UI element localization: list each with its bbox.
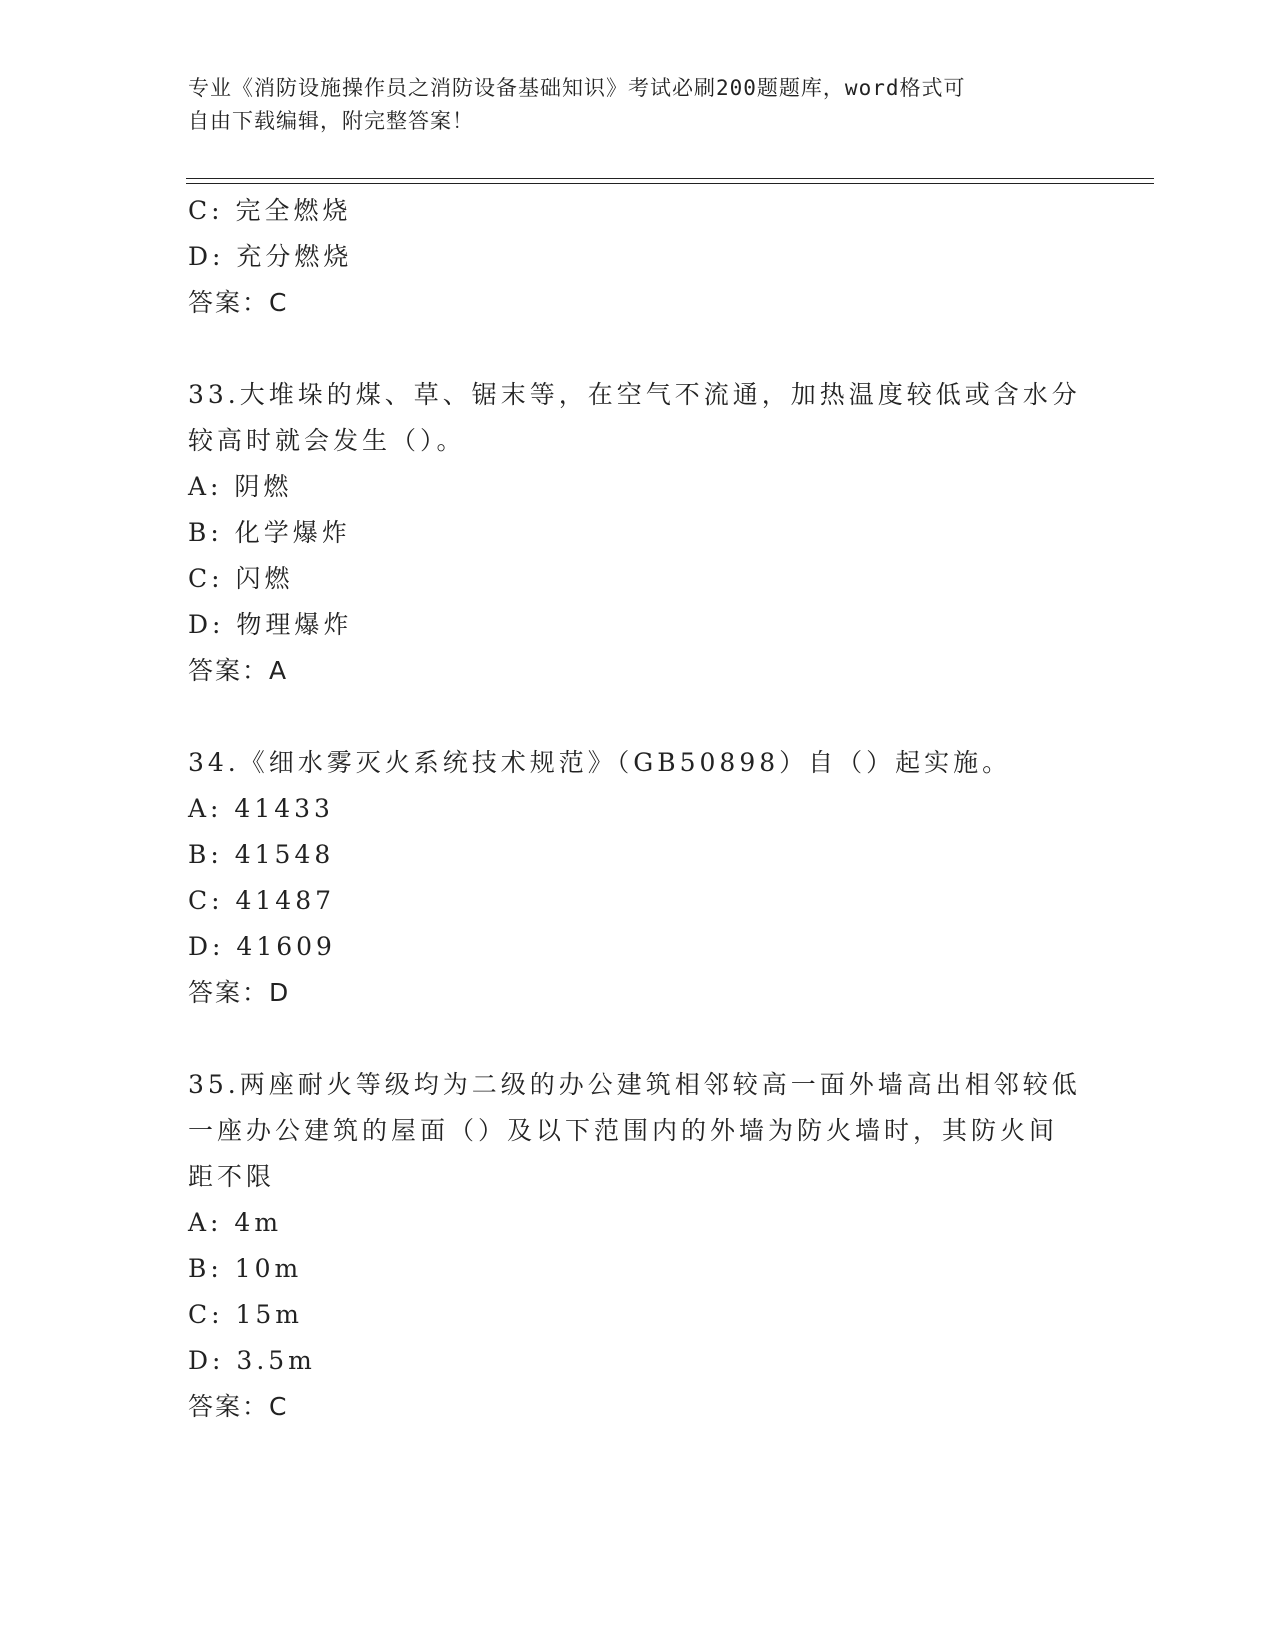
option-d: D: 41609 (188, 932, 336, 961)
question-stem-line-1: 35.两座耐火等级均为二级的办公建筑相邻较高一面外墙高出相邻较低 (188, 1070, 1081, 1099)
option-b: B: 化学爆炸 (188, 518, 351, 547)
question-35 (188, 1062, 1088, 1430)
answer-line: 答案：C (188, 288, 289, 317)
answer-line: 答案：C (188, 1392, 289, 1421)
document-header (188, 72, 1068, 138)
option-c: C: 闪燃 (188, 564, 294, 593)
option-d: D: 物理爆炸 (188, 610, 353, 639)
header-title-line-2: 自由下载编辑，附完整答案！ (188, 109, 474, 133)
question-32-continued (188, 188, 1088, 326)
question-stem-line-2: 一座办公建筑的屋面（）及以下范围内的外墙为防火墙时，其防火间 (188, 1116, 1059, 1145)
answer-line: 答案：A (188, 656, 289, 685)
option-b: B: 10m (188, 1254, 303, 1283)
option-a: A: 阴燃 (188, 472, 293, 501)
option-d: D: 充分燃烧 (188, 242, 353, 271)
header-divider-top (186, 178, 1154, 179)
option-b: B: 41548 (188, 840, 335, 869)
spacer (188, 326, 1088, 372)
question-stem-line-1: 33.大堆垛的煤、草、锯末等，在空气不流通，加热温度较低或含水分 (188, 380, 1081, 409)
header-divider-bottom (186, 183, 1154, 184)
question-stem-line-1: 34.《细水雾灭火系统技术规范》（GB50898）自（）起实施。 (188, 748, 1012, 777)
header-title-line-1: 专业《消防设施操作员之消防设备基础知识》考试必刷200题题库，word格式可 (188, 76, 966, 100)
question-stem-line-3: 距不限 (188, 1162, 276, 1191)
option-c: C: 41487 (188, 886, 336, 915)
option-c: C: 15m (188, 1300, 304, 1329)
question-stem-line-2: 较高时就会发生（）。 (188, 426, 466, 455)
option-c: C: 完全燃烧 (188, 196, 352, 225)
question-34 (188, 740, 1088, 1016)
question-list (188, 188, 1088, 1430)
answer-line: 答案：D (188, 978, 291, 1007)
option-d: D: 3.5m (188, 1346, 316, 1375)
spacer (188, 1016, 1088, 1062)
question-33 (188, 372, 1088, 694)
option-a: A: 4m (188, 1208, 283, 1237)
option-a: A: 41433 (188, 794, 334, 823)
spacer (188, 694, 1088, 740)
